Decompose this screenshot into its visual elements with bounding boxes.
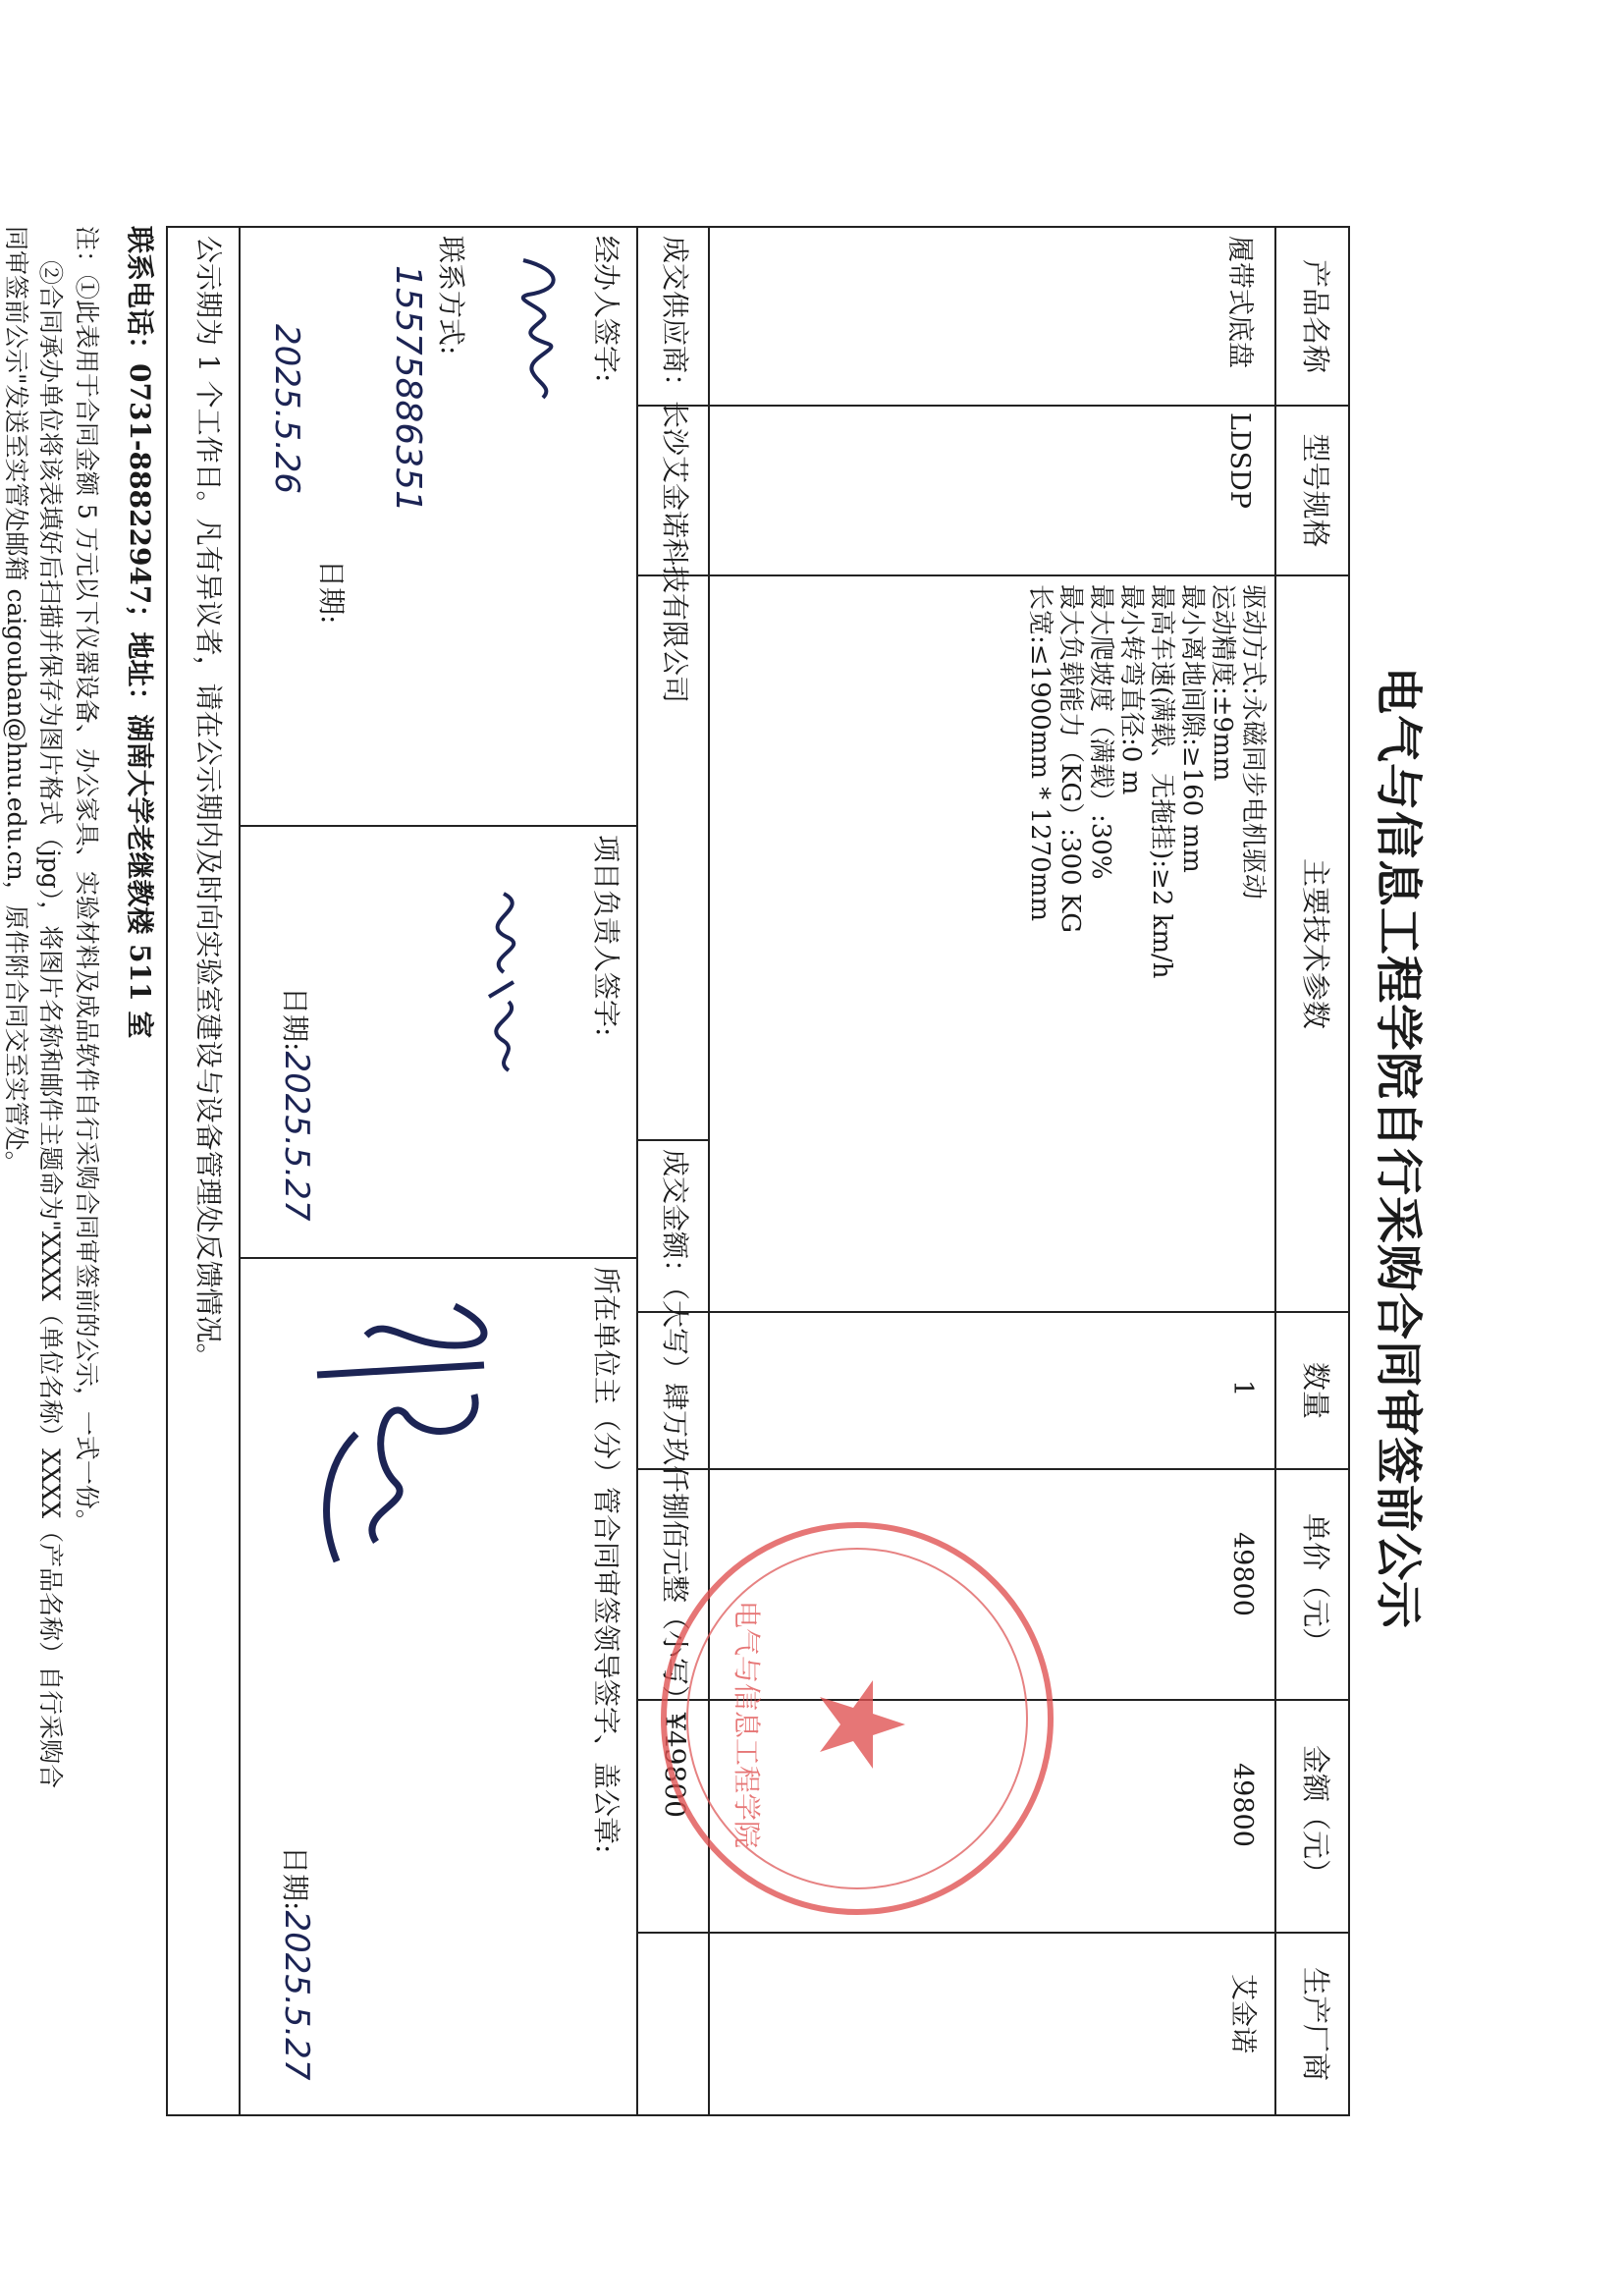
data-row-line [636,226,638,2116]
header-unit-price: 单价（元） [1299,1512,1332,1656]
unit-leader-label: 所在单位主（分）管合同审签领导签字、盖公章: [590,1267,622,1854]
cell-model: LDSDP [1224,412,1255,509]
unit-date-line [277,1846,316,2111]
table-border-left [168,226,1350,228]
handler-date: 2025.5.26 [267,324,306,495]
cell-amount: 49800 [1227,1763,1258,1847]
col-line-6 [638,1932,1350,1934]
cell-maker: 艾金诺 [1227,1974,1258,2053]
supplier-value: 长沙艾金诺科技有限公司 [659,401,691,704]
handler-contact-label: 联系方式: [435,236,467,355]
note-3: 同审签前公示"发送至实管处邮箱 caigouban@hnu.edu.cn，原件附合同交至实管处。 [2,226,30,1175]
spec-line: 长宽:≤1900mm * 1270mm [1025,584,1055,922]
handler-signature [494,250,582,427]
sign-divider-1 [241,825,638,827]
supplier-cell [659,236,690,1139]
cell-unit-price: 49800 [1227,1532,1258,1616]
leader-date-line [277,987,316,1252]
header-model: 型号规格 [1299,433,1332,548]
note-1-text: ①此表用于合同金额 5 万元以下仪器设备、办公家具、实验材料及成品软件自行采购合同审签前的公示，一式一份。 [73,275,101,1534]
leader-date: 2025.5.27 [277,1051,316,1222]
col-line-4 [638,1468,1350,1470]
header-amount: 金额（元） [1299,1744,1332,1887]
spec-line: 驱动方式:永磁同步电机驱动 [1238,584,1268,900]
amount-upper: 肆万玖仟捌佰元整 [659,1383,691,1604]
amount-label: 成交金额：（大写） [659,1149,691,1384]
amount-lower-label: （小写） [659,1603,691,1714]
leader-label: 项目负责人签字: [590,835,622,1037]
col-line-2 [638,574,1350,576]
header-qty: 数量 [1299,1361,1332,1419]
unit-date: 2025.5.27 [277,1910,316,2081]
star-icon [812,1675,910,1774]
supplier-label: 成交供应商： [659,236,691,402]
header-specs: 主要技术参数 [1299,857,1332,1029]
spec-line: 最小离地间隙:≥160 mm [1177,584,1207,873]
spec-line: 最大负载能力（KG）:300 KG [1055,584,1085,934]
cell-qty: 1 [1227,1380,1258,1397]
spec-line: 最大爬坡度（满载）:30% [1086,584,1115,880]
contact-info: 联系电话：0731-88822947；地址：湖南大学老继教楼 511 室 [124,226,156,1039]
handler-date-label: 日期: [315,560,348,625]
amount-lower: ¥49800 [659,1713,691,1818]
notice-period: 公示期为 1 个工作日。凡有异议者，请在公示期内及时向实验室建设与设备管理处反馈情况。 [192,236,225,1371]
sign-row-line [239,226,241,2116]
header-row-line [1274,226,1276,2116]
note-1 [70,226,103,2092]
unit-leader-signature [278,1286,514,1581]
official-seal [661,1522,1054,1915]
cell-specs [1024,584,1268,1306]
page-title: 电气与信息工程学院自行采购合同审签前公示 [1371,666,1426,1629]
sign-divider-2 [241,1257,638,1259]
cell-product: 履带式底盘 [1224,236,1255,368]
col-line-3 [638,1311,1350,1313]
spec-line: 最小转弯直径:0 m [1116,584,1146,795]
header-maker: 生产厂商 [1299,1966,1332,2081]
header-product: 产品名称 [1299,258,1332,373]
handler-label: 经办人签字: [590,236,622,383]
note-label: 注： [73,226,101,276]
table-border-top [1348,226,1350,2116]
handler-phone: 15575886351 [388,265,428,513]
leader-date-label: 日期: [279,987,311,1052]
table-border-bottom [166,226,168,2116]
col-line-1 [638,405,1350,407]
seal-text: 电气与信息工程学院 [730,1600,763,1848]
spec-line: 运动精度:±9mm [1208,584,1237,782]
spec-line: 最高车速(满载、无拖挂):≥2 km/h [1147,584,1176,979]
unit-date-label: 日期: [279,1846,311,1911]
note-2: ②合同承办单位将该表填好后扫描并保存为图片格式（jpg），将图片名称和邮件主题命为"XXXX（单位名称）XXXX（产品名称）自行采购合 [36,260,65,1789]
supplier-divider [638,1139,710,1141]
leader-signature [464,884,543,1080]
table-border-right [168,2114,1350,2116]
